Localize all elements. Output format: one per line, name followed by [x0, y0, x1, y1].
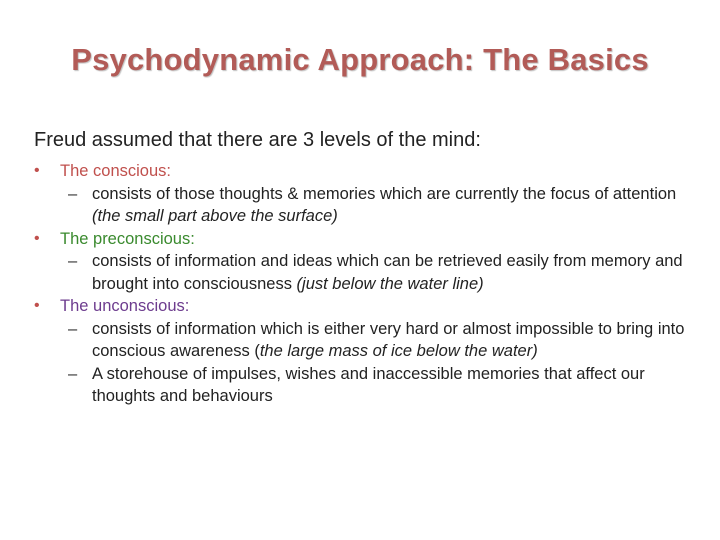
dash-marker: –	[68, 252, 78, 270]
sub-point-text: A storehouse of impulses, wishes and inaccessible memories that affect our thoughts and behaviours	[92, 364, 645, 405]
bullet-label-preconscious: The preconscious:	[60, 229, 195, 248]
dash-marker: –	[68, 319, 78, 338]
sub-point-main: consists of information and ideas which can be retrieved easily from memory and brought into consciousness	[92, 252, 683, 293]
bullet-marker: •	[34, 229, 40, 247]
bullet-label-conscious: The conscious:	[60, 162, 171, 180]
bullet-list	[34, 160, 694, 408]
dash-marker: –	[68, 184, 78, 203]
bullet-item-preconscious	[34, 228, 694, 296]
sub-point	[34, 318, 694, 363]
slide-title: Psychodynamic Approach: The Basics	[71, 42, 649, 77]
sub-point-italic: the large mass of ice below the water)	[259, 342, 538, 360]
sub-point-main: consists of information which is either very hard or almost impossible to bring into conscious awareness (	[92, 319, 685, 360]
bullet-label-unconscious: The unconscious:	[60, 297, 190, 315]
sub-point	[34, 250, 694, 295]
sub-point-italic: (the small part above the surface)	[92, 207, 338, 225]
sub-point-italic: (just below the water line)	[296, 274, 484, 293]
bullet-marker: •	[34, 297, 40, 314]
sub-point	[34, 363, 694, 408]
intro-text: Freud assumed that there are 3 levels of the mind:	[34, 129, 481, 151]
sub-point	[34, 183, 694, 228]
bullet-item-unconscious	[34, 295, 694, 408]
sub-point-main: consists of those thoughts & memories which are currently the focus of attention	[92, 184, 677, 203]
bullet-marker: •	[34, 162, 40, 179]
sub-point-text	[92, 250, 694, 295]
dash-marker: –	[68, 364, 78, 383]
bullet-item-conscious	[34, 160, 694, 228]
sub-point-text	[92, 318, 694, 363]
sub-point-text	[92, 183, 694, 228]
